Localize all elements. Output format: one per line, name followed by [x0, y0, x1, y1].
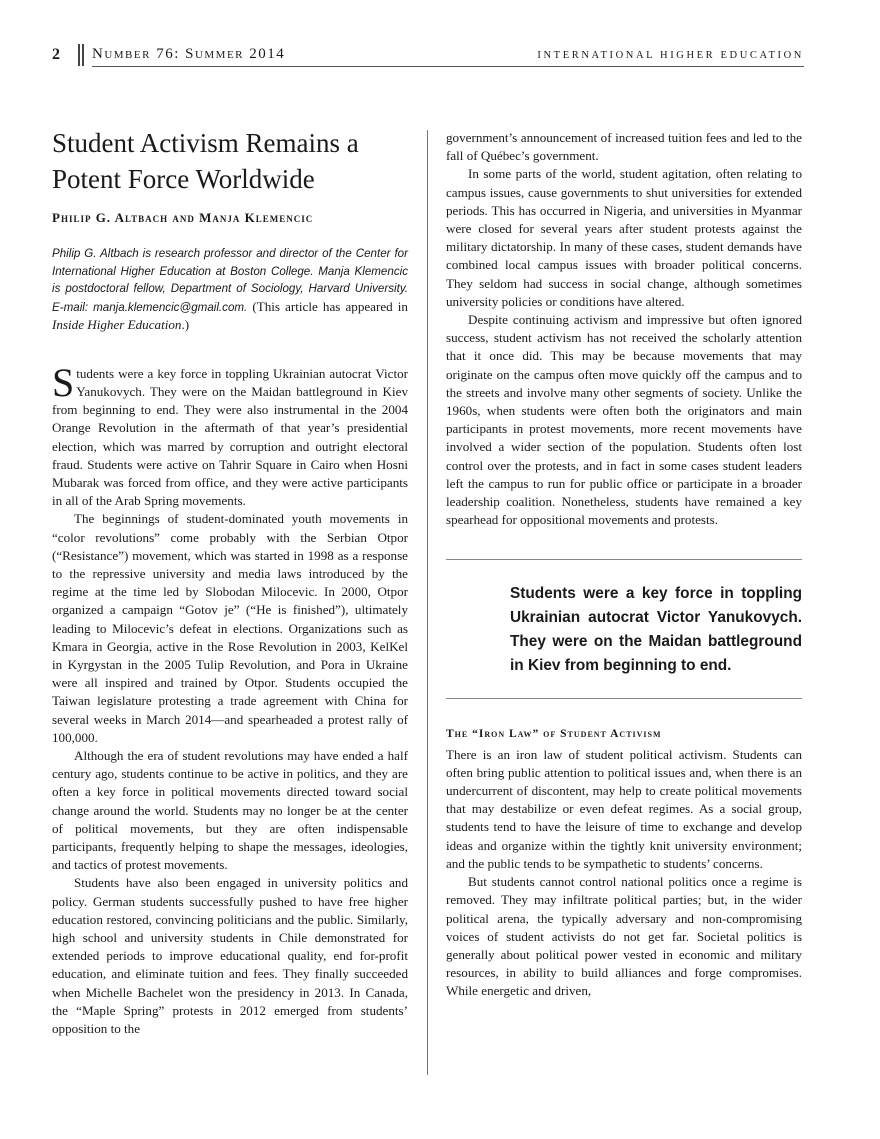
header-bar-second	[82, 44, 84, 66]
article-title: Student Activism Remains a Potent Force Worldwide	[52, 128, 359, 194]
header-rule	[92, 66, 804, 67]
right-column	[446, 129, 802, 1001]
page-number: 2	[52, 46, 60, 63]
pull-quote	[446, 559, 802, 699]
drop-cap: S	[52, 359, 75, 405]
paragraph-6: Despite continuing activism and impressive but often ignored success, student activism has not received the scholarly attention that it once did. This may be because movements that may originate on the campus often move quickly off the campus and to the streets and involve many other segments of society. Unlike the 1960s, when students were often both the originators and main participants in protest movements, more recent movements have involved a wider section of the population. Students often lost control over the protests, and in fact in some cases student leaders left the campus to run for public office or participate in a broader leadership coalition. Nonetheless, students have remained a key spearhead for oppositional movements and protests.	[446, 312, 802, 528]
paragraph-1	[52, 359, 408, 511]
paragraph-8: But students cannot control national politics once a regime is removed. They may infiltrate political parties; but, in the wider political arena, the typically adversary and non-compromising voices of student activists do not get far. Societal politics is generally about political power vested in economic and military resources, in ability to build alliances and forge compromises. While energetic and driven,	[446, 874, 802, 999]
paragraph-2: The beginnings of student-dominated youth movements in “color revolutions” come probably with the Serbian Otpor (“Resistance”) movement, which was started in 1998 as a response to the repressive university and media laws introduced by the regime at the time led by Slobodan Milocevic. In 2000, Otpor organized a campaign “Gotov je” (“He is finished”), ultimately leading to Milocevic’s defeat in elections. Organizations such as Kmara in Georgia, active in the Rose Revolution in 2003, KelKel in Kyrgystan in the 2005 Tulip Revolution, and Pora in Ukraine were all inspired and trained by Otpor. Students occupied the Taiwan legislature protesting a trade agreement with China for several weeks in March 2014—and spearheaded a protest rally of 100,000.	[52, 511, 408, 745]
column-divider	[427, 130, 428, 1075]
section-subhead: The “Iron Law” of Student Activism	[446, 728, 662, 741]
issue-label: Number 76: Summer 2014	[92, 46, 286, 62]
bio-text: Philip G. Altbach is research professor and director of the Center for International Higher Education at Boston College. Manja Klemencic is postdoctoral fellow, Department of Sociology, Harvard University. E-mail: manja.klemencic@gmail.com.	[52, 247, 408, 314]
header-bar	[78, 44, 80, 66]
paragraph-7: There is an iron law of student political activism. Students can often bring public attention to political issues and, when there is an undercurrent of discontent, may help to create political movements that may destabilize or even defeat regimes. As a social group, students tend to have the leisure of time to exchange and develop ideas and organize within the tightly knit university environment; and the public tends to be sympathetic to students’ concerns.	[446, 746, 802, 871]
journal-name: INTERNATIONAL HIGHER EDUCATION	[537, 50, 804, 61]
bio-note-source: Inside Higher Education	[52, 317, 182, 333]
paragraph-3: Although the era of student revolutions may have ended a half century ago, students continue to be active in politics, and they are often a key force in political movements directed toward social change around the world. Students may no longer be at the center of political movements, but they are often indispensable participants, frequently helping to shape the messages, ideologies, and tactics of protest movements.	[52, 747, 408, 873]
author-bio	[52, 245, 408, 335]
bio-note-start: (This article has appeared in	[247, 298, 408, 314]
paragraph-5: In some parts of the world, student agitation, often relating to campus issues, cause governments to shut universities for extended periods. This has occurred in Nigeria, and universities in Myanmar were closed for several years after student protests against the military dictatorship. In many of these cases, student demands have combined local campus issues with broader political concerns. They seldom had success in social change, although sometimes university policies or conditions have altered.	[446, 166, 802, 309]
paragraph-4: Students have also been engaged in university politics and policy. German students successfully pushed to have free higher education restored, convincing politicians and the public. Similarly, high school and university students in Chile demonstrated for extended periods to improve educational quality, end for-profit education, and eliminate tuition and fees. They finally succeeded when Michelle Bachelet won the presidency in 2013. In Canada, the “Maple Spring” protests in 2012 emerged from students’ opposition to the	[52, 875, 408, 1037]
left-column	[52, 125, 408, 1038]
paragraph-4-continued: government’s announcement of increased tuition fees and led to the fall of Québec’s government.	[446, 130, 802, 164]
article-authors: Philip G. Altbach and Manja Klemencic	[52, 210, 314, 225]
pull-quote-text: Students were a key force in toppling Ukrainian autocrat Victor Yanukovych. They were on the Maidan battleground in Kiev from beginning to end.	[510, 585, 802, 675]
bio-note-end: .)	[181, 317, 190, 333]
paragraph-1-text: tudents were a key force in toppling Ukrainian autocrat Victor Yanukovych. They were on the Maidan battleground in Kiev from beginning to end. They were also instrumental in the 2004 Orange Revolution in the aftermath of that year’s presidential election, which was marred by corruption and outright electoral fraud. Students were active on Tahrir Square in Cairo when Hosni Mubarak was forced from office, and they were active participants in all of the Arab Spring movements.	[52, 365, 408, 509]
page-header	[52, 40, 804, 70]
